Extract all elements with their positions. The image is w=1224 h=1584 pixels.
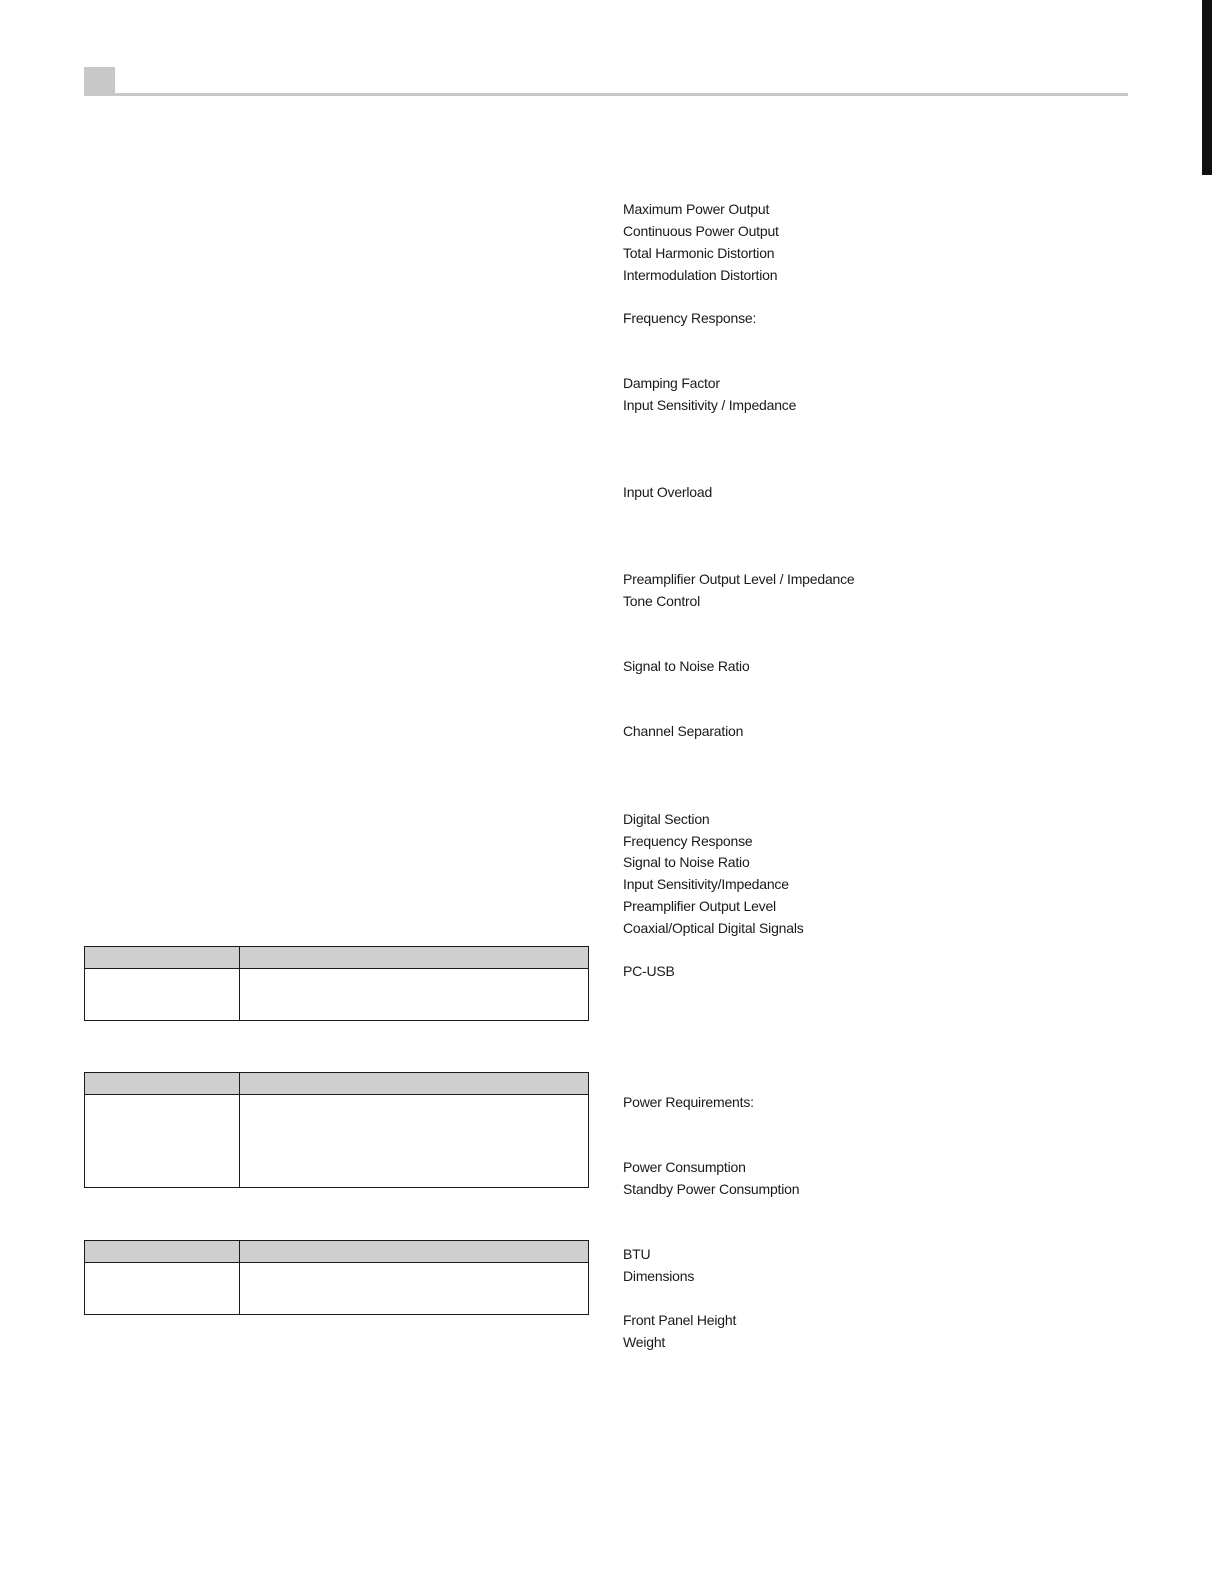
table-header-cell (240, 947, 589, 969)
spec-label-coaxial-optical-digital: Coaxial/Optical Digital Signals (623, 920, 804, 936)
spec-label-damping-factor: Damping Factor (623, 375, 720, 391)
table-cell (240, 1263, 589, 1315)
spec-label-frequency-response: Frequency Response: (623, 310, 757, 326)
spec-label-channel-separation: Channel Separation (623, 723, 744, 739)
table-cell (240, 969, 589, 1021)
spec-label-preamp-output-level-impedance: Preamplifier Output Level / Impedance (623, 571, 855, 587)
spec-label-digital-preamp-output-level: Preamplifier Output Level (623, 898, 776, 914)
spec-label-dimensions: Dimensions (623, 1268, 695, 1284)
table-header-cell (85, 947, 240, 969)
spec-label-weight: Weight (623, 1334, 666, 1350)
header-tab (84, 67, 115, 96)
spec-label-input-sensitivity-impedance: Input Sensitivity / Impedance (623, 397, 797, 413)
spec-label-digital-input-sensitivity: Input Sensitivity/Impedance (623, 876, 789, 892)
spec-label-max-power-output: Maximum Power Output (623, 201, 770, 217)
table-row (85, 969, 589, 1021)
table-cell (85, 1263, 240, 1315)
spec-label-power-consumption: Power Consumption (623, 1159, 746, 1175)
table-header-cell (240, 1241, 589, 1263)
spec-label-pc-usb: PC-USB (623, 963, 675, 979)
spec-label-btu: BTU (623, 1246, 651, 1262)
specifications-list (623, 0, 1183, 1584)
spec-table-2 (84, 1072, 589, 1188)
table-header-row (85, 1241, 589, 1263)
table-row (85, 1095, 589, 1188)
spec-label-front-panel-height: Front Panel Height (623, 1312, 737, 1328)
spec-label-signal-to-noise-ratio: Signal to Noise Ratio (623, 658, 750, 674)
spec-label-standby-power-consumption: Standby Power Consumption (623, 1181, 800, 1197)
table-header-row (85, 1073, 589, 1095)
table-row (85, 1263, 589, 1315)
table-cell (85, 969, 240, 1021)
table-header-cell (85, 1241, 240, 1263)
spec-label-digital-section: Digital Section (623, 811, 710, 827)
spec-label-tone-control: Tone Control (623, 593, 700, 609)
spec-label-continuous-power-output: Continuous Power Output (623, 223, 779, 239)
table-header-cell (240, 1073, 589, 1095)
spec-label-digital-frequency-response: Frequency Response (623, 833, 753, 849)
table-header-cell (85, 1073, 240, 1095)
spec-label-input-overload: Input Overload (623, 484, 713, 500)
spec-label-intermodulation-distortion: Intermodulation Distortion (623, 267, 778, 283)
spec-label-power-requirements: Power Requirements: (623, 1094, 754, 1110)
spec-table-1 (84, 946, 589, 1021)
spec-label-digital-signal-to-noise: Signal to Noise Ratio (623, 854, 750, 870)
table-header-row (85, 947, 589, 969)
table-cell (240, 1095, 589, 1188)
page-edge-tab (1202, 0, 1212, 175)
spec-table-3 (84, 1240, 589, 1315)
table-cell (85, 1095, 240, 1188)
spec-label-total-harmonic-distortion: Total Harmonic Distortion (623, 245, 775, 261)
